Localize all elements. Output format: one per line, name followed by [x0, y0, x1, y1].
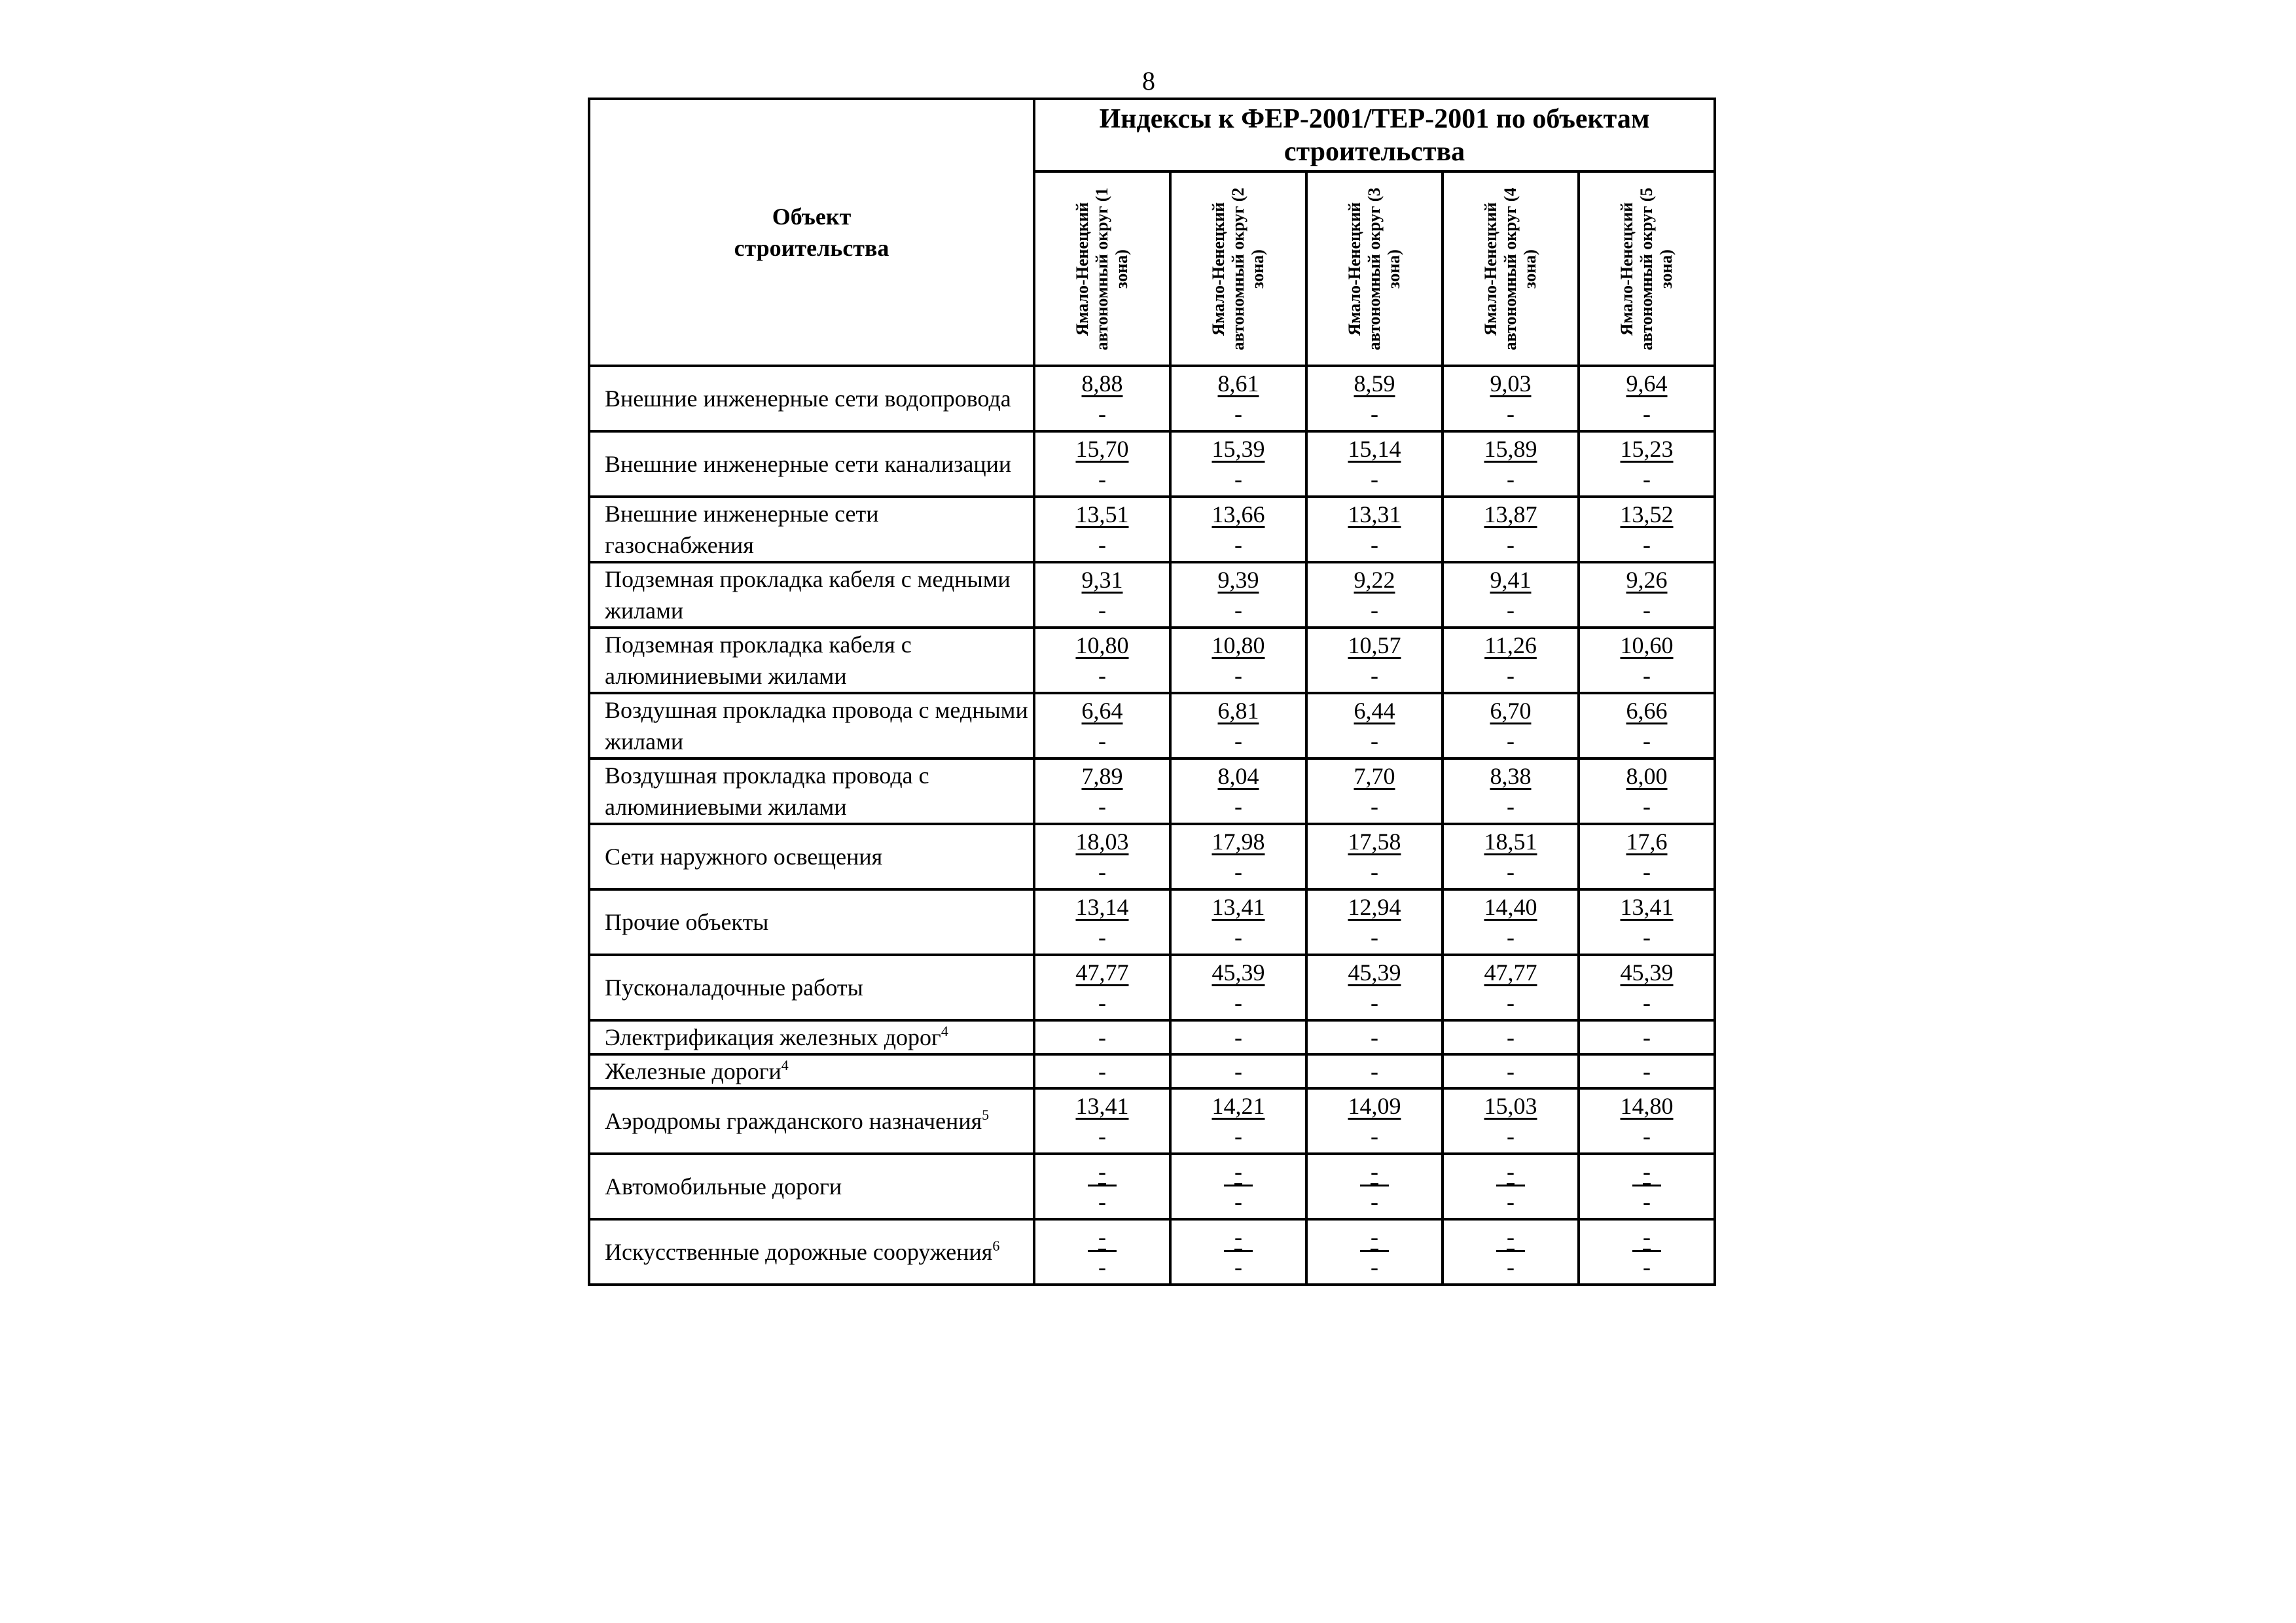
object-name: Подземная прокладка кабеля с алюминиевыми жилами: [605, 632, 912, 689]
table-row: [589, 1020, 1715, 1054]
index-value: 13,51: [1075, 501, 1129, 527]
index-cell-zone-5: [1579, 955, 1715, 1020]
index-lower-value: -: [1234, 793, 1242, 819]
index-value: 8,88: [1081, 370, 1123, 397]
index-cell-zone-3: [1306, 1020, 1443, 1054]
index-cell-zone-3: [1306, 628, 1443, 693]
index-value: 6,70: [1490, 698, 1532, 724]
index-value: 15,23: [1620, 436, 1674, 462]
index-cell-zone-2: [1170, 366, 1306, 431]
index-value: -: [1224, 1224, 1253, 1252]
index-cell-zone-3: [1306, 431, 1443, 497]
index-value: 9,41: [1490, 567, 1532, 593]
index-cell-zone-4: [1443, 1054, 1579, 1088]
index-cell-zone-5: [1579, 758, 1715, 824]
index-cell-zone-3: [1306, 824, 1443, 889]
table-row: [589, 889, 1715, 955]
index-value: 13,41: [1075, 1093, 1129, 1119]
index-lower-value: -: [1098, 597, 1106, 623]
index-cell-zone-5: [1579, 889, 1715, 955]
index-value: -: [1507, 1024, 1515, 1050]
index-value: 14,09: [1348, 1093, 1401, 1119]
object-name: Аэродромы гражданского назначения: [605, 1108, 982, 1134]
index-cell-zone-5: [1579, 431, 1715, 497]
index-value: 9,22: [1354, 567, 1395, 593]
index-lower-value: -: [1371, 466, 1378, 492]
index-lower-value: -: [1098, 1123, 1106, 1149]
object-name-cell: [589, 366, 1034, 431]
index-lower-value: -: [1371, 662, 1378, 688]
index-cell-zone-2: [1170, 1154, 1306, 1219]
index-value: 14,80: [1620, 1093, 1674, 1119]
index-cell-zone-1: [1034, 431, 1170, 497]
index-value: -: [1234, 1058, 1242, 1084]
index-cell-zone-4: [1443, 758, 1579, 824]
index-value: 10,80: [1075, 632, 1129, 658]
index-cell-zone-2: [1170, 1054, 1306, 1088]
index-cell-zone-2: [1170, 1219, 1306, 1285]
index-value: 6,64: [1081, 698, 1123, 724]
index-value: 8,38: [1490, 763, 1532, 789]
index-lower-value: -: [1098, 1188, 1106, 1215]
index-cell-zone-1: [1034, 1054, 1170, 1088]
index-value: -: [1371, 1058, 1378, 1084]
index-lower-value: -: [1507, 531, 1515, 558]
index-cell-zone-3: [1306, 366, 1443, 431]
index-cell-zone-4: [1443, 955, 1579, 1020]
index-lower-value: -: [1234, 662, 1242, 688]
index-lower-value: -: [1098, 662, 1106, 688]
index-value: -: [1098, 1058, 1106, 1084]
index-cell-zone-5: [1579, 1054, 1715, 1088]
index-cell-zone-1: [1034, 955, 1170, 1020]
index-value: 7,70: [1354, 763, 1395, 789]
index-cell-zone-3: [1306, 1088, 1443, 1154]
index-lower-value: -: [1507, 662, 1515, 688]
index-cell-zone-2: [1170, 497, 1306, 562]
object-name: Пусконаладочные работы: [605, 974, 863, 1001]
footnote-mark: 4: [941, 1023, 948, 1039]
object-name-cell: [589, 562, 1034, 628]
object-name: Внешние инженерные сети газоснабжения: [605, 501, 879, 558]
index-value: -: [1224, 1158, 1253, 1186]
index-lower-value: -: [1643, 990, 1651, 1016]
index-value: 45,39: [1620, 959, 1674, 986]
page-number: 8: [1142, 66, 1155, 96]
index-cell-zone-4: [1443, 1088, 1579, 1154]
index-cell-zone-1: [1034, 628, 1170, 693]
index-lower-value: -: [1371, 597, 1378, 623]
index-cell-zone-4: [1443, 497, 1579, 562]
index-value: -: [1098, 1024, 1106, 1050]
index-lower-value: -: [1507, 859, 1515, 885]
index-lower-value: -: [1234, 1188, 1242, 1215]
index-lower-value: -: [1234, 990, 1242, 1016]
index-lower-value: -: [1234, 1123, 1242, 1149]
index-lower-value: -: [1098, 924, 1106, 950]
index-value: 17,58: [1348, 829, 1401, 855]
index-lower-value: -: [1643, 1254, 1651, 1280]
index-cell-zone-4: [1443, 889, 1579, 955]
index-value: 11,26: [1484, 632, 1537, 658]
index-value: 15,14: [1348, 436, 1401, 462]
object-name-cell: [589, 1020, 1034, 1054]
index-cell-zone-4: [1443, 824, 1579, 889]
index-cell-zone-3: [1306, 1154, 1443, 1219]
index-cell-zone-2: [1170, 628, 1306, 693]
index-lower-value: -: [1507, 793, 1515, 819]
object-name: Искусственные дорожные сооружения: [605, 1239, 993, 1265]
object-name-cell: [589, 824, 1034, 889]
index-cell-zone-1: [1034, 1088, 1170, 1154]
index-cell-zone-1: [1034, 889, 1170, 955]
index-value: -: [1088, 1158, 1117, 1186]
table-row: [589, 1088, 1715, 1154]
index-cell-zone-1: [1034, 824, 1170, 889]
index-value: -: [1643, 1024, 1651, 1050]
index-value: 15,89: [1484, 436, 1537, 462]
footnote-mark: 6: [992, 1238, 1000, 1254]
object-name-cell: [589, 758, 1034, 824]
index-cell-zone-5: [1579, 497, 1715, 562]
index-table: [588, 98, 1716, 1286]
index-cell-zone-2: [1170, 889, 1306, 955]
index-value: 7,89: [1081, 763, 1123, 789]
index-cell-zone-3: [1306, 1054, 1443, 1088]
object-name-cell: [589, 431, 1034, 497]
index-cell-zone-1: [1034, 1219, 1170, 1285]
index-value: 17,98: [1211, 829, 1265, 855]
index-lower-value: -: [1507, 990, 1515, 1016]
object-name: Сети наружного освещения: [605, 844, 883, 870]
index-lower-value: -: [1643, 924, 1651, 950]
index-cell-zone-2: [1170, 824, 1306, 889]
table-row: [589, 562, 1715, 628]
index-cell-zone-4: [1443, 431, 1579, 497]
index-cell-zone-1: [1034, 366, 1170, 431]
index-lower-value: -: [1234, 531, 1242, 558]
index-value: -: [1360, 1224, 1389, 1252]
table-row: [589, 366, 1715, 431]
index-cell-zone-5: [1579, 1020, 1715, 1054]
index-cell-zone-2: [1170, 955, 1306, 1020]
index-value: 6,66: [1626, 698, 1668, 724]
index-cell-zone-3: [1306, 1219, 1443, 1285]
index-value: -: [1234, 1024, 1242, 1050]
index-cell-zone-3: [1306, 955, 1443, 1020]
index-lower-value: -: [1234, 859, 1242, 885]
index-value: 10,60: [1620, 632, 1674, 658]
index-lower-value: -: [1507, 597, 1515, 623]
index-cell-zone-5: [1579, 824, 1715, 889]
index-value: 13,52: [1620, 501, 1674, 527]
object-name: Железные дороги: [605, 1058, 781, 1084]
index-value: 47,77: [1484, 959, 1537, 986]
table-row: [589, 1219, 1715, 1285]
index-value: 13,41: [1211, 894, 1265, 920]
indices-group-header: Индексы к ФЕР-2001/ТЕР-2001 по объектам строительства: [1034, 99, 1715, 171]
table-row: [589, 955, 1715, 1020]
index-value: 13,41: [1620, 894, 1674, 920]
index-value: 8,61: [1217, 370, 1259, 397]
table-row: [589, 1054, 1715, 1088]
index-lower-value: -: [1643, 466, 1651, 492]
index-value: 9,39: [1217, 567, 1259, 593]
index-cell-zone-5: [1579, 628, 1715, 693]
index-lower-value: -: [1371, 924, 1378, 950]
index-lower-value: -: [1234, 728, 1242, 754]
object-name-cell: [589, 889, 1034, 955]
index-lower-value: -: [1643, 1188, 1651, 1215]
index-lower-value: -: [1371, 793, 1378, 819]
index-value: 15,03: [1484, 1093, 1537, 1119]
index-cell-zone-5: [1579, 693, 1715, 758]
index-value: 9,31: [1081, 567, 1123, 593]
object-name-cell: [589, 1088, 1034, 1154]
index-cell-zone-2: [1170, 431, 1306, 497]
index-lower-value: -: [1643, 401, 1651, 427]
index-lower-value: -: [1234, 924, 1242, 950]
index-lower-value: -: [1507, 924, 1515, 950]
index-value: 18,51: [1484, 829, 1537, 855]
index-lower-value: -: [1643, 597, 1651, 623]
object-name: Внешние инженерные сети водопровода: [605, 385, 1011, 412]
index-lower-value: -: [1643, 1123, 1651, 1149]
object-name: Воздушная прокладка провода с медными жилами: [605, 697, 1028, 755]
index-value: 8,59: [1354, 370, 1395, 397]
index-lower-value: -: [1507, 728, 1515, 754]
index-cell-zone-3: [1306, 758, 1443, 824]
index-cell-zone-2: [1170, 1020, 1306, 1054]
index-value: 45,39: [1348, 959, 1401, 986]
index-cell-zone-4: [1443, 1020, 1579, 1054]
table-row: [589, 431, 1715, 497]
zone-header-1: Ямало-Ненецкий автономный округ (1 зона): [1034, 171, 1170, 366]
index-cell-zone-3: [1306, 693, 1443, 758]
index-value: 10,57: [1348, 632, 1401, 658]
index-lower-value: -: [1098, 466, 1106, 492]
index-cell-zone-3: [1306, 889, 1443, 955]
index-value: 13,31: [1348, 501, 1401, 527]
object-name: Электрификация железных дорог: [605, 1024, 941, 1050]
index-lower-value: -: [1507, 1254, 1515, 1280]
index-lower-value: -: [1507, 1188, 1515, 1215]
index-lower-value: -: [1643, 859, 1651, 885]
index-cell-zone-5: [1579, 1088, 1715, 1154]
index-value: 6,44: [1354, 698, 1395, 724]
index-lower-value: -: [1507, 1123, 1515, 1149]
index-value: 15,39: [1211, 436, 1265, 462]
object-name-cell: [589, 955, 1034, 1020]
index-value: 13,87: [1484, 501, 1537, 527]
zone-header-4: Ямало-Ненецкий автономный округ (4 зона): [1443, 171, 1579, 366]
index-lower-value: -: [1371, 728, 1378, 754]
index-value: -: [1632, 1158, 1661, 1186]
index-value: -: [1496, 1158, 1525, 1186]
index-cell-zone-5: [1579, 562, 1715, 628]
index-cell-zone-1: [1034, 1154, 1170, 1219]
index-lower-value: -: [1234, 1254, 1242, 1280]
index-value: 12,94: [1348, 894, 1401, 920]
index-lower-value: -: [1371, 859, 1378, 885]
object-column-header: Объект строительства: [589, 99, 1034, 366]
footnote-mark: 5: [982, 1107, 990, 1123]
index-lower-value: -: [1643, 728, 1651, 754]
index-value: -: [1507, 1058, 1515, 1084]
index-value: -: [1643, 1058, 1651, 1084]
table-body: [589, 366, 1715, 1285]
object-name: Внешние инженерные сети канализации: [605, 451, 1012, 477]
index-cell-zone-1: [1034, 1020, 1170, 1054]
index-cell-zone-1: [1034, 562, 1170, 628]
index-cell-zone-4: [1443, 628, 1579, 693]
object-name: Автомобильные дороги: [605, 1173, 842, 1200]
index-cell-zone-5: [1579, 1219, 1715, 1285]
object-name: Прочие объекты: [605, 909, 769, 935]
index-cell-zone-4: [1443, 693, 1579, 758]
index-value: 14,21: [1211, 1093, 1265, 1119]
index-value: 13,14: [1075, 894, 1129, 920]
index-lower-value: -: [1098, 1254, 1106, 1280]
index-value: 45,39: [1211, 959, 1265, 986]
zone-header-3: Ямало-Ненецкий автономный округ (3 зона): [1306, 171, 1443, 366]
zone-header-2: Ямало-Ненецкий автономный округ (2 зона): [1170, 171, 1306, 366]
index-value: 8,00: [1626, 763, 1668, 789]
index-value: 9,26: [1626, 567, 1668, 593]
index-value: -: [1371, 1024, 1378, 1050]
index-lower-value: -: [1234, 401, 1242, 427]
index-lower-value: -: [1098, 401, 1106, 427]
index-value: -: [1496, 1224, 1525, 1252]
object-name-cell: [589, 1054, 1034, 1088]
index-cell-zone-2: [1170, 562, 1306, 628]
index-lower-value: -: [1371, 990, 1378, 1016]
zone-header-5: Ямало-Ненецкий автономный округ (5 зона): [1579, 171, 1715, 366]
index-lower-value: -: [1234, 466, 1242, 492]
object-name-cell: [589, 628, 1034, 693]
index-lower-value: -: [1098, 990, 1106, 1016]
index-value: 47,77: [1075, 959, 1129, 986]
index-value: 17,6: [1626, 829, 1668, 855]
object-name-cell: [589, 1154, 1034, 1219]
table-row: [589, 628, 1715, 693]
object-name: Воздушная прокладка провода с алюминиевыми жилами: [605, 762, 929, 820]
index-value: 9,64: [1626, 370, 1668, 397]
object-name: Подземная прокладка кабеля с медными жилами: [605, 566, 1011, 624]
object-name-cell: [589, 497, 1034, 562]
index-cell-zone-2: [1170, 693, 1306, 758]
index-cell-zone-4: [1443, 1154, 1579, 1219]
index-lower-value: -: [1098, 793, 1106, 819]
index-value: -: [1360, 1158, 1389, 1186]
index-cell-zone-4: [1443, 1219, 1579, 1285]
index-lower-value: -: [1507, 401, 1515, 427]
index-cell-zone-1: [1034, 758, 1170, 824]
index-value: 14,40: [1484, 894, 1537, 920]
index-value: 9,03: [1490, 370, 1532, 397]
index-cell-zone-1: [1034, 693, 1170, 758]
index-lower-value: -: [1371, 1123, 1378, 1149]
table-row: [589, 758, 1715, 824]
object-name-cell: [589, 1219, 1034, 1285]
index-lower-value: -: [1234, 597, 1242, 623]
object-name-cell: [589, 693, 1034, 758]
index-cell-zone-3: [1306, 562, 1443, 628]
index-lower-value: -: [1371, 1254, 1378, 1280]
index-value: 15,70: [1075, 436, 1129, 462]
table-row: [589, 1154, 1715, 1219]
index-lower-value: -: [1098, 859, 1106, 885]
index-value: 6,81: [1217, 698, 1259, 724]
index-cell-zone-2: [1170, 758, 1306, 824]
index-lower-value: -: [1371, 401, 1378, 427]
index-cell-zone-5: [1579, 1154, 1715, 1219]
index-lower-value: -: [1371, 1188, 1378, 1215]
index-lower-value: -: [1098, 531, 1106, 558]
index-lower-value: -: [1098, 728, 1106, 754]
index-value: 10,80: [1211, 632, 1265, 658]
index-cell-zone-4: [1443, 562, 1579, 628]
index-cell-zone-3: [1306, 497, 1443, 562]
footnote-mark: 4: [781, 1057, 789, 1073]
table-row: [589, 497, 1715, 562]
index-value: 13,66: [1211, 501, 1265, 527]
index-cell-zone-1: [1034, 497, 1170, 562]
index-lower-value: -: [1643, 531, 1651, 558]
index-cell-zone-5: [1579, 366, 1715, 431]
index-value: -: [1088, 1224, 1117, 1252]
index-lower-value: -: [1507, 466, 1515, 492]
table-row: [589, 824, 1715, 889]
index-lower-value: -: [1643, 793, 1651, 819]
index-value: 18,03: [1075, 829, 1129, 855]
index-value: -: [1632, 1224, 1661, 1252]
index-cell-zone-4: [1443, 366, 1579, 431]
index-lower-value: -: [1371, 531, 1378, 558]
index-value: 8,04: [1217, 763, 1259, 789]
table-row: [589, 693, 1715, 758]
index-lower-value: -: [1643, 662, 1651, 688]
index-cell-zone-2: [1170, 1088, 1306, 1154]
